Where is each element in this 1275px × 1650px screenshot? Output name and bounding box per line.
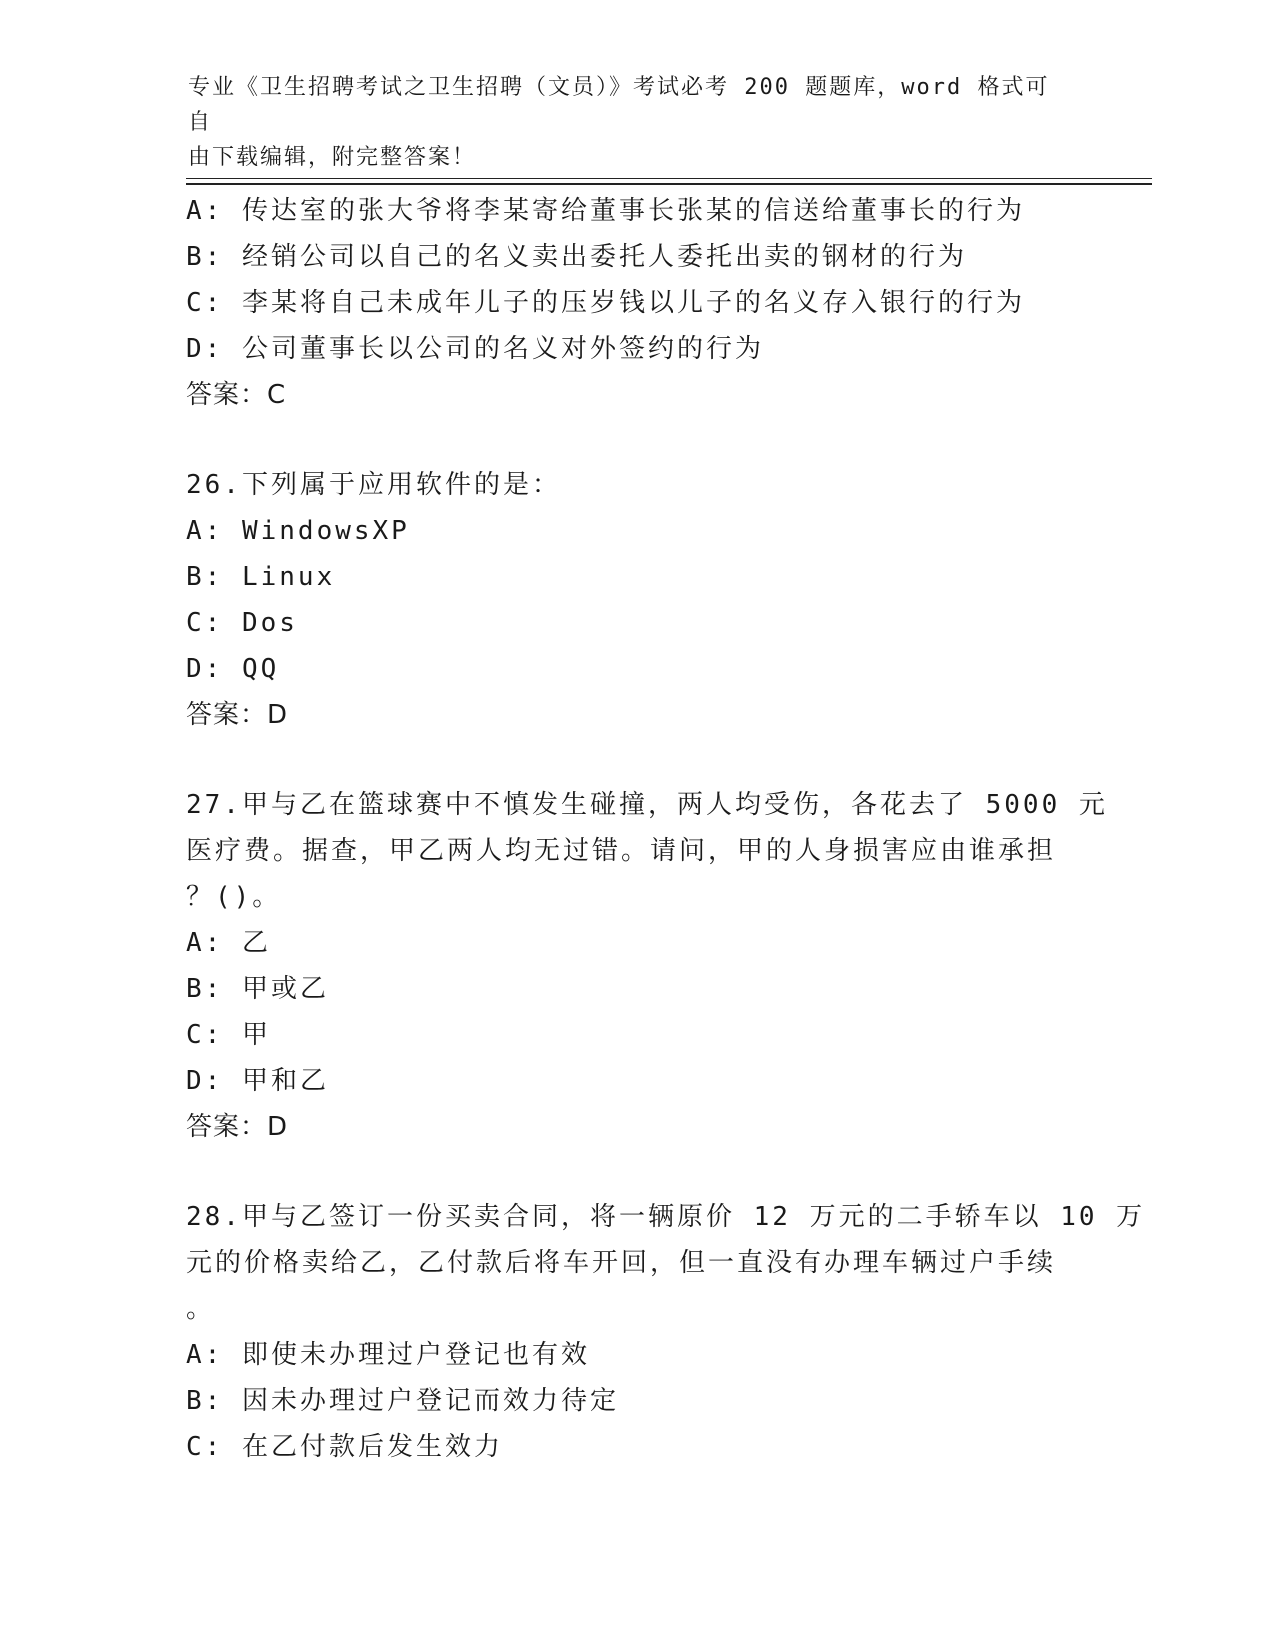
question-27 [186,782,1108,1150]
option-b: B: 经销公司以自己的名义卖出委托人委托出卖的钢材的行为 [186,242,967,272]
question-26 [186,462,1086,738]
question-text-line-1: 28.甲与乙签订一份买卖合同，将一辆原价 12 万元的二手轿车以 10 万 [186,1202,1146,1232]
answer: 答案：C [186,380,287,410]
question-25 [186,188,1086,418]
option-a: A: 乙 [186,928,271,958]
option-c: C: 甲 [186,1020,271,1050]
option-b: B: 甲或乙 [186,974,329,1004]
question-text: 26.下列属于应用软件的是： [186,470,561,500]
option-b: B: 因未办理过户登记而效力待定 [186,1386,619,1416]
question-list [186,188,1146,1470]
option-a: A: 即使未办理过户登记也有效 [186,1340,590,1370]
option-c: C: 李某将自己未成年儿子的压岁钱以儿子的名义存入银行的行为 [186,288,1025,318]
answer: 答案：D [186,700,289,730]
question-28 [186,1194,1146,1470]
question-text-line-2: 元的价格卖给乙，乙付款后将车开回，但一直没有办理车辆过户手续 [186,1248,1057,1278]
option-a: A: WindowsXP [186,516,410,546]
question-text-line-3: 。 [186,1294,216,1324]
document-header [188,70,1068,175]
header-line-2: 由下载编辑，附完整答案！ [188,145,477,170]
header-divider-thin [186,178,1152,179]
header-line-1: 专业《卫生招聘考试之卫生招聘（文员）》考试必考 200 题题库，word 格式可自 [188,75,1050,135]
option-d: D: 甲和乙 [186,1066,329,1096]
question-text-line-3: ？()。 [186,882,282,912]
option-c: C: Dos [186,608,298,638]
header-divider-thick [186,183,1152,185]
answer: 答案：D [186,1112,289,1142]
option-d: D: 公司董事长以公司的名义对外签约的行为 [186,334,764,364]
option-a: A: 传达室的张大爷将李某寄给董事长张某的信送给董事长的行为 [186,196,1025,226]
option-b: B: Linux [186,562,336,592]
question-text-line-2: 医疗费。据查，甲乙两人均无过错。请问，甲的人身损害应由谁承担 [186,836,1057,866]
question-text-line-1: 27.甲与乙在篮球赛中不慎发生碰撞，两人均受伤，各花去了 5000 元 [186,790,1108,820]
option-d: D: QQ [186,654,280,684]
option-c: C: 在乙付款后发生效力 [186,1432,503,1462]
